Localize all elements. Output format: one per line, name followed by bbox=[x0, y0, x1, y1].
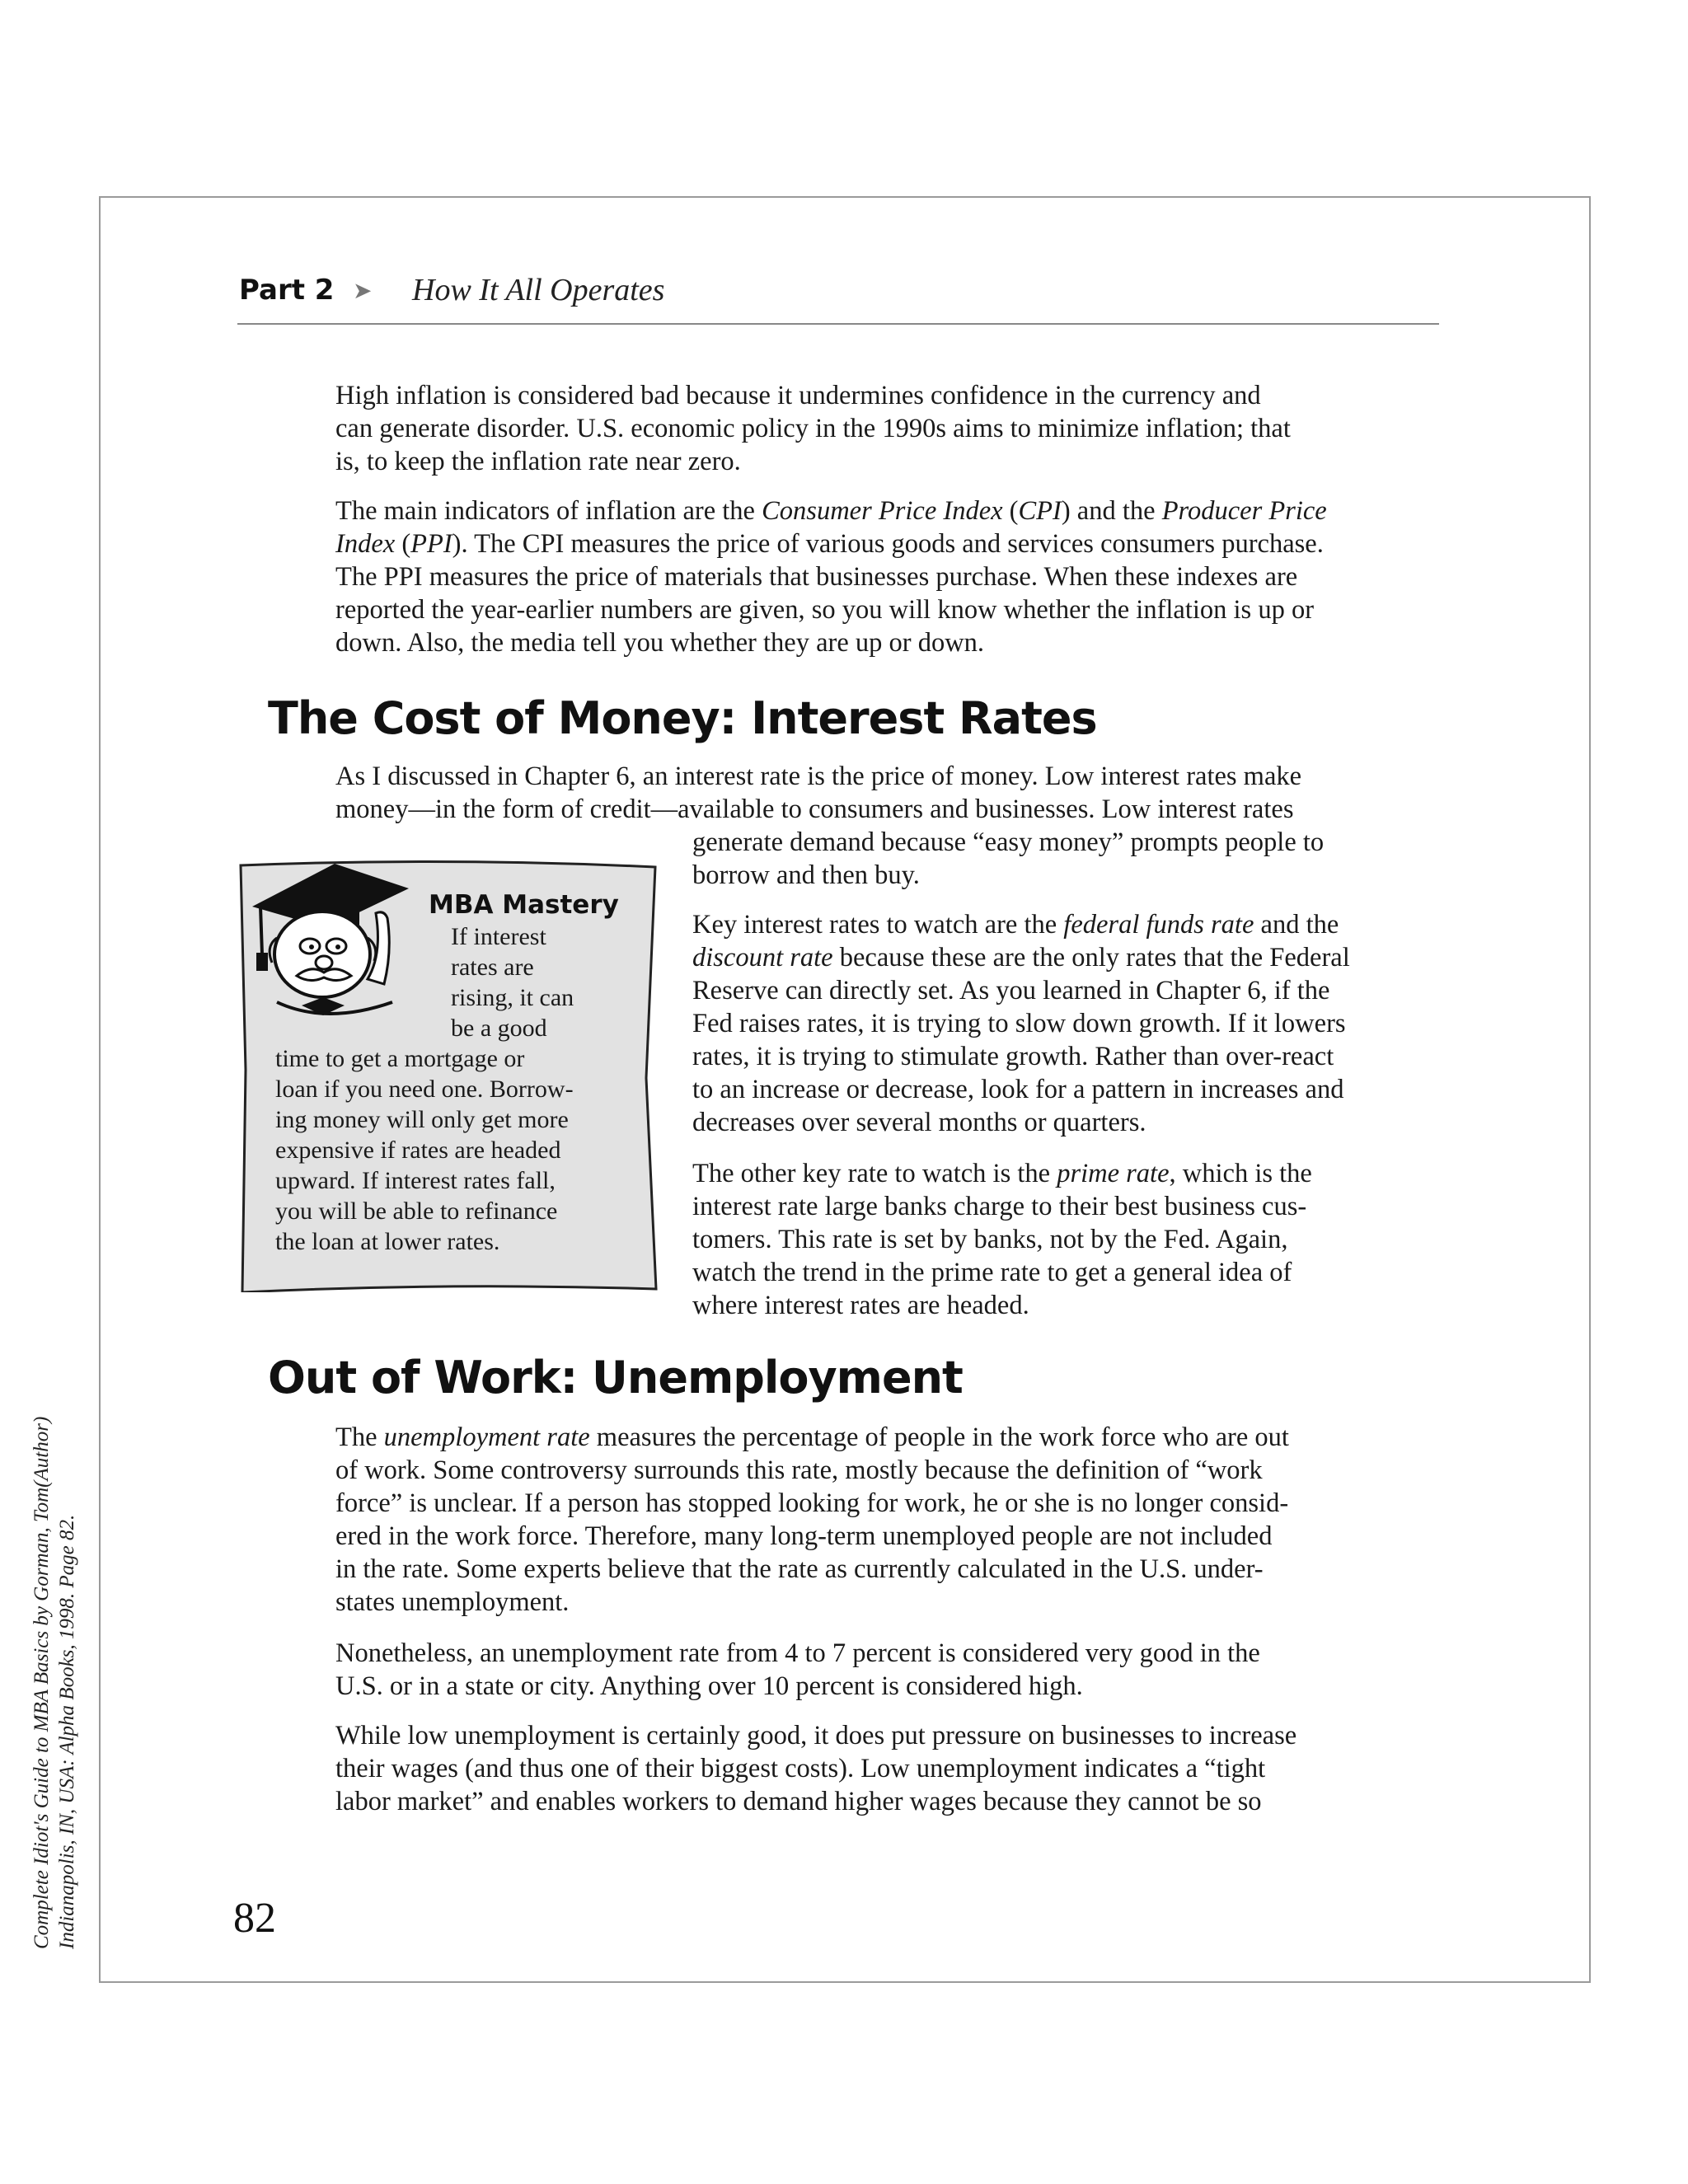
mba-mastery-sidebar bbox=[239, 855, 658, 1292]
interest-paragraph-1-wrap: generate demand because “easy money” prompts people to borrow and then buy. bbox=[692, 827, 1325, 890]
part-label: Part 2 bbox=[239, 274, 335, 307]
discount-rate-term: discount rate bbox=[692, 943, 833, 972]
citation-side-note bbox=[29, 1417, 80, 1949]
heading-interest-rates: The Cost of Money: Interest Rates bbox=[268, 692, 1097, 744]
prime-rate-term: prime rate bbox=[1057, 1159, 1170, 1188]
inflation-paragraph-1: High inflation is considered bad because it undermines confidence in the currency and can generate disorder. U.S. economic policy in the 1990s aims to minimize inflation; that is, to keep the inflation rate near zero. bbox=[335, 381, 1291, 476]
cpi-term: Consumer Price Index bbox=[762, 496, 1003, 526]
citation-line-2: Indianapolis, IN, USA: Alpha Books, 1998. Page 82. bbox=[56, 1514, 78, 1949]
running-head bbox=[237, 265, 1439, 325]
interest-paragraph-1: As I discussed in Chapter 6, an interest rate is the price of money. Low interest rates make money—in the form of credit—available to consumers and businesses. Low interest rates bbox=[335, 762, 1302, 824]
page-number: 82 bbox=[233, 1895, 276, 1942]
arrow-icon: ➤ bbox=[353, 277, 373, 304]
sidebar-title: MBA Mastery bbox=[429, 890, 619, 920]
unemployment-rate-term: unemployment rate bbox=[383, 1422, 590, 1452]
ppi-term: Producer Price bbox=[1161, 496, 1327, 526]
professor-mascot-icon bbox=[244, 855, 434, 1020]
sidebar-text-wide: time to get a mortgage or loan if you need one. Borrow- ing money will only get more expensive if rates are headed upward. If interest rates fall, you will be able to refinance the loan at lower rates. bbox=[275, 1045, 574, 1255]
inflation-paragraph-2: The main indicators of inflation are the Consumer Price Index (CPI) and the Producer Price Index (PPI). The CPI measures the price of various goods and services consumers purchase. The PPI measures the price of materials that businesses purchase. When these indexes are reported the year-earlier numbers are given, so you will know whether the inflation is up or down. Also, the media tell you whether they are up or down. bbox=[335, 496, 1327, 658]
heading-unemployment: Out of Work: Unemployment bbox=[268, 1352, 963, 1404]
chapter-title: How It All Operates bbox=[412, 273, 665, 307]
unemployment-paragraph-2: Nonetheless, an unemployment rate from 4 to 7 percent is considered very good in the U.S. or in a state or city. Anything over 10 percent is considered high. bbox=[335, 1638, 1260, 1701]
unemployment-paragraph-1: The unemployment rate measures the percentage of people in the work force who are out of work. Some controversy surrounds this rate, mostly because the definition of “work force” is unclear. If a person has stopped looking for work, he or she is no longer consid- ered in the work force. Therefore, many long-term unemployed people are not included in the rate. Some experts believe that the rate as currently calculated in the U.S. under- states unemployment. bbox=[335, 1422, 1289, 1617]
federal-funds-rate-term: federal funds rate bbox=[1063, 910, 1254, 940]
unemployment-paragraph-3: While low unemployment is certainly good, it does put pressure on businesses to increase their wages (and thus one of their biggest costs). Low unemployment indicates a “tight labor market” and enables workers to demand higher wages because they cannot be so bbox=[335, 1721, 1297, 1816]
sidebar-text-narrow: If interest rates are rising, it can be a good bbox=[451, 923, 574, 1042]
interest-paragraph-2: Key interest rates to watch are the federal funds rate and the discount rate because these are the only rates that the Federal Reserve can directly set. As you learned in Chapter 6, if the Fed raises rates, it is trying to slow down growth. If it lowers rates, it is trying to stimulate growth. Rather than over-react to an increase or decrease, look for a pattern in increases and decreases over several months or quarters. bbox=[692, 910, 1350, 1137]
citation-line-1: Complete Idiot's Guide to MBA Basics by Gorman, Tom(Author) bbox=[30, 1416, 53, 1949]
interest-paragraph-3: The other key rate to watch is the prime rate, which is the interest rate large banks charge to their best business cus- tomers. This rate is set by banks, not by the Fed. Again, watch the trend in the prime rate to get a general idea of where interest rates are headed. bbox=[692, 1159, 1312, 1320]
